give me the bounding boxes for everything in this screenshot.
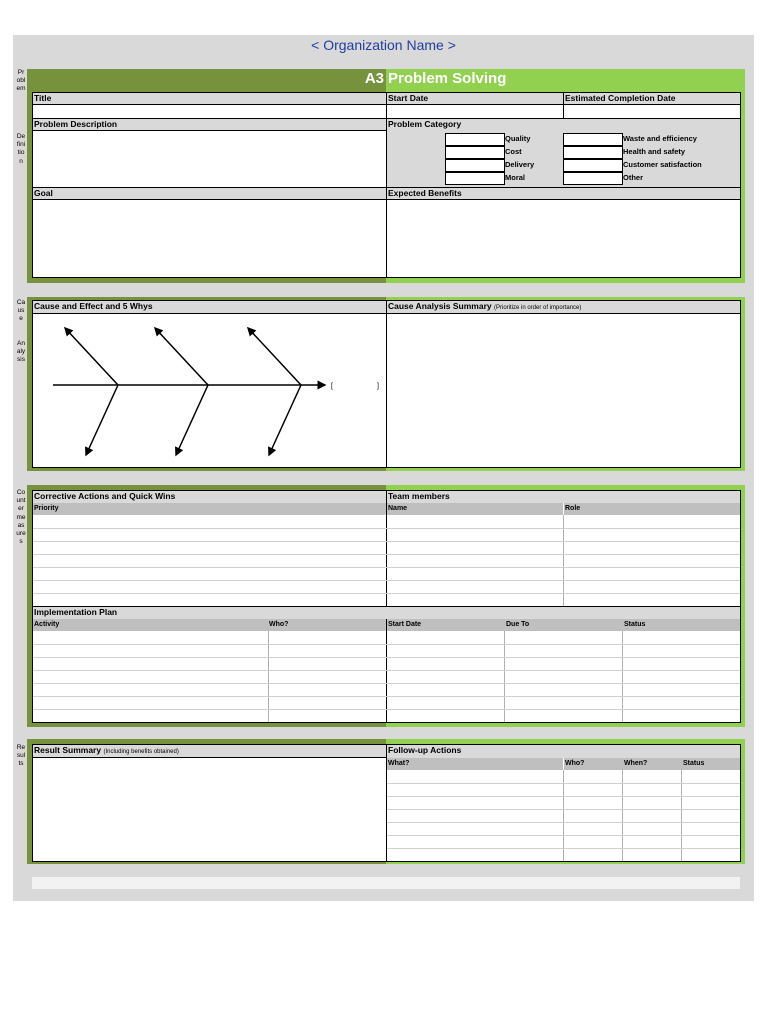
expected-benefits-header: Expected Benefits: [387, 188, 740, 200]
priority-column: Priority: [33, 503, 386, 515]
section-results: [27, 739, 745, 864]
fishbone-diagram: [33, 315, 386, 467]
title-field[interactable]: [33, 106, 386, 118]
category-other: Other: [623, 173, 644, 182]
category-customer: Customer satisfaction: [623, 160, 702, 169]
who-column: Who?: [268, 619, 386, 631]
category-delivery: Delivery: [505, 160, 535, 169]
side-label-countermeasures: Countermeasures: [16, 489, 26, 546]
footer-bar: [32, 877, 740, 889]
checkbox-other[interactable]: [563, 172, 623, 185]
results-box: [32, 744, 741, 862]
page-title: Problem Solving: [388, 70, 507, 87]
what-column: What?: [387, 758, 563, 770]
start-date-field[interactable]: [387, 106, 563, 118]
cause-summary-field[interactable]: [387, 315, 740, 467]
estimated-completion-header: Estimated Completion Date: [564, 93, 740, 105]
side-label-definition: Definition: [16, 133, 26, 165]
fishbone-bone-top-1: [65, 328, 118, 385]
checkbox-moral[interactable]: [445, 172, 505, 185]
a3-page: [13, 35, 754, 901]
when-column: When?: [623, 758, 682, 770]
result-summary-header: [33, 745, 386, 758]
status-column: Status: [623, 619, 740, 631]
activity-column: Activity: [33, 619, 268, 631]
implementation-plan-table[interactable]: [33, 632, 740, 722]
a3-label: A3: [364, 70, 384, 87]
followup-table[interactable]: [387, 771, 740, 861]
checkbox-waste[interactable]: [563, 133, 623, 146]
checkbox-cost[interactable]: [445, 146, 505, 159]
fishbone-bone-top-2: [155, 328, 208, 385]
fishbone-svg: [33, 315, 386, 467]
result-summary-note: (Including benefits obtained): [103, 749, 179, 755]
cause-summary-title: Cause Analysis Summary: [388, 301, 492, 311]
name-column: Name: [387, 503, 563, 515]
team-members-table[interactable]: [387, 516, 740, 611]
section-cause-analysis: [27, 297, 745, 471]
start-date-header: Start Date: [387, 93, 563, 105]
countermeasures-box: [32, 490, 741, 723]
problem-category-header: Problem Category: [387, 119, 740, 131]
fishbone-bone-bottom-3: [269, 385, 301, 455]
team-members-header: Team members: [387, 491, 740, 503]
expected-benefits-field[interactable]: [387, 201, 740, 277]
section-countermeasures: [27, 485, 745, 727]
section-problem-definition: [27, 69, 745, 283]
result-summary-title: Result Summary: [34, 745, 102, 755]
corrective-actions-header: Corrective Actions and Quick Wins: [33, 491, 386, 503]
problem-category-panel: [387, 131, 740, 187]
checkbox-customer[interactable]: [563, 159, 623, 172]
goal-field[interactable]: [33, 201, 386, 277]
category-health: Health and safety: [623, 147, 686, 156]
fishbone-header: Cause and Effect and 5 Whys: [33, 301, 386, 314]
effect-bracket-close: ]: [377, 383, 379, 390]
side-label-results: Results: [16, 744, 26, 768]
side-label-problem: Problem: [16, 69, 26, 93]
result-summary-field[interactable]: [33, 759, 386, 861]
cause-summary-note: (Prioritize in order of importance): [494, 305, 582, 311]
followup-status-column: Status: [682, 758, 740, 770]
fishbone-bone-top-3: [248, 328, 301, 385]
category-waste: Waste and efficiency: [623, 134, 697, 143]
title-header: Title: [33, 93, 386, 105]
checkbox-delivery[interactable]: [445, 159, 505, 172]
implementation-plan-header: Implementation Plan: [33, 607, 740, 619]
a3-title-bar: [27, 69, 745, 89]
followup-header: Follow-up Actions: [387, 745, 740, 758]
role-column: Role: [564, 503, 740, 515]
estimated-completion-field[interactable]: [564, 106, 740, 118]
organization-name[interactable]: < Organization Name >: [311, 37, 456, 53]
checkbox-health[interactable]: [563, 146, 623, 159]
category-moral: Moral: [505, 173, 526, 182]
fishbone-bone-bottom-2: [176, 385, 208, 455]
checkbox-quality[interactable]: [445, 133, 505, 146]
start-date-column: Start Date: [387, 619, 505, 631]
cause-box: [32, 300, 741, 468]
definition-box: [32, 92, 741, 278]
side-label-cause: Cause: [16, 299, 26, 323]
problem-description-field[interactable]: [33, 132, 386, 187]
category-quality: Quality: [505, 134, 531, 143]
corrective-actions-table[interactable]: [33, 516, 386, 611]
effect-bracket-open: [: [331, 383, 333, 390]
cause-summary-header: [387, 301, 740, 314]
category-cost: Cost: [505, 147, 522, 156]
fishbone-bone-bottom-1: [86, 385, 118, 455]
goal-header: Goal: [33, 188, 386, 200]
problem-description-header: Problem Description: [33, 119, 386, 131]
due-to-column: Due To: [505, 619, 623, 631]
side-label-analysis: Analysis: [16, 340, 26, 364]
who-followup-column: Who?: [564, 758, 623, 770]
